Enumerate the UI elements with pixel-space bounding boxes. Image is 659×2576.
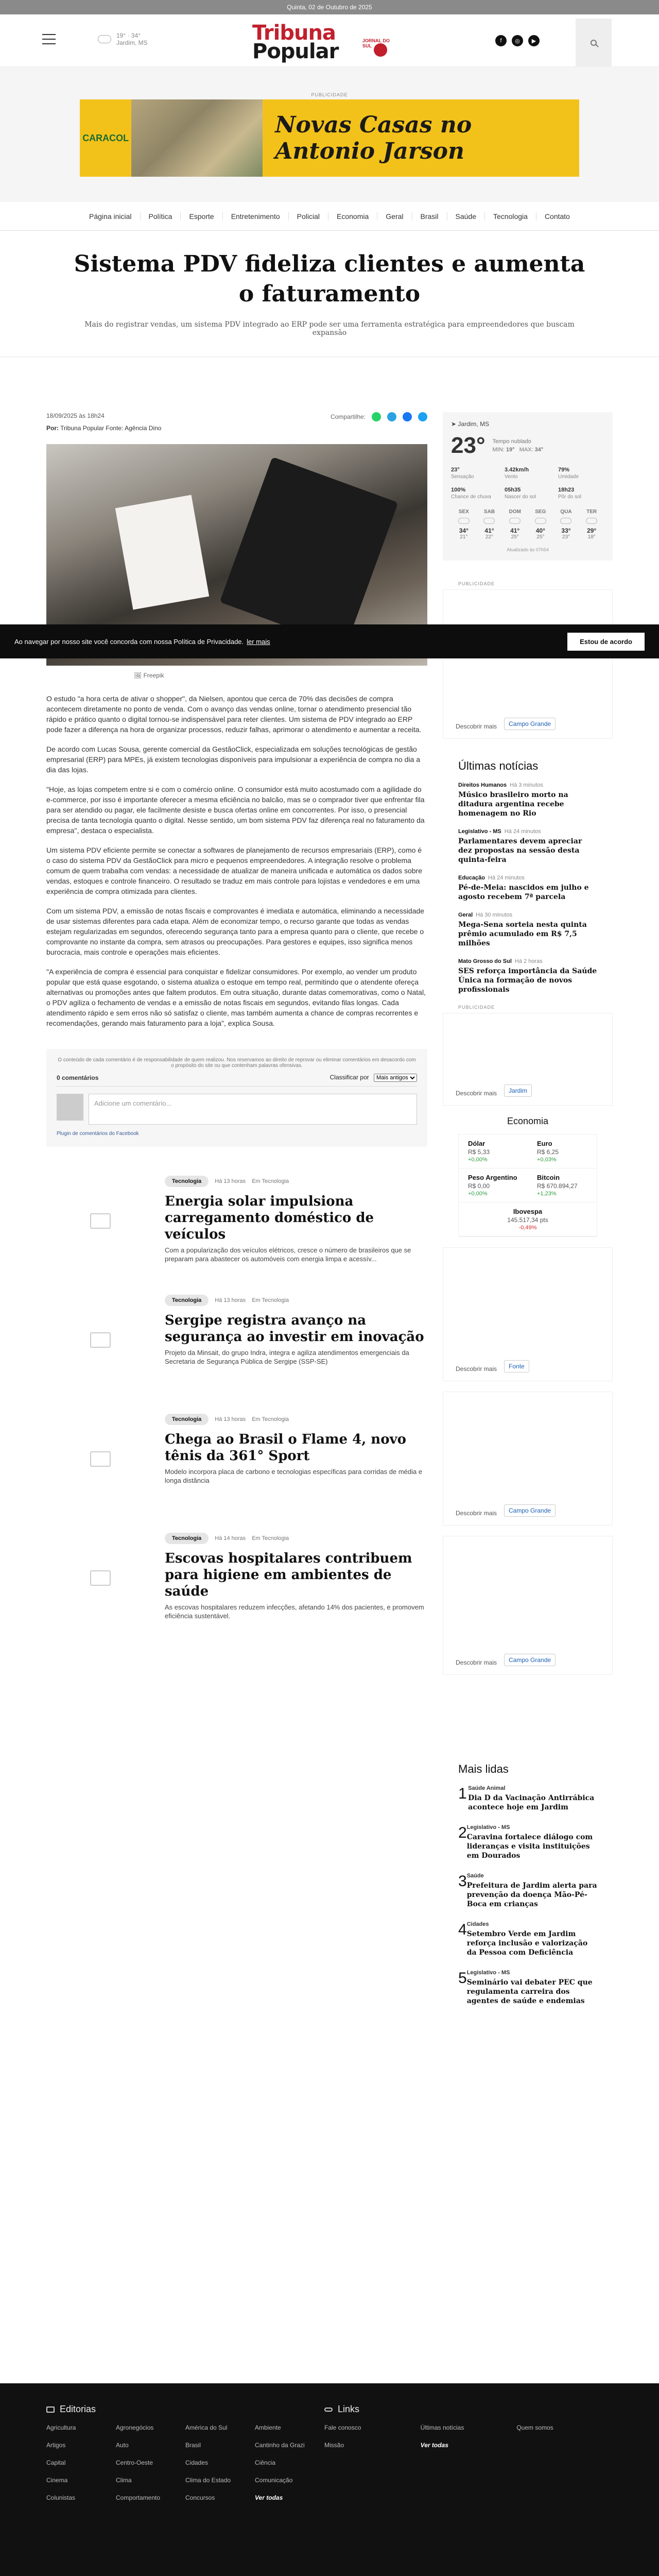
related-source: Em Tecnologia xyxy=(252,1178,289,1184)
related-title[interactable]: Energia solar impulsiona carregamento doméstico de veículos xyxy=(165,1194,374,1242)
image-placeholder-icon xyxy=(90,1213,111,1229)
image-icon: 🖼 xyxy=(134,672,142,679)
max-label: MAX: xyxy=(519,447,533,453)
most-read-headline[interactable]: Setembro Verde em Jardim reforça inclusão e valorização da Pessoa com Deficiência xyxy=(466,1930,588,1957)
footer-link[interactable]: Auto xyxy=(116,2442,129,2449)
most-read-item[interactable] xyxy=(458,1921,597,1957)
search-button[interactable] xyxy=(576,19,612,67)
weather-city-label: Jardim, MS xyxy=(458,420,490,428)
day-name: SAB xyxy=(483,509,495,515)
most-read-item[interactable] xyxy=(458,1824,597,1860)
related-time: Há 13 horas xyxy=(215,1297,246,1303)
nav-item-contato[interactable]: Contato xyxy=(544,212,570,221)
related-item[interactable] xyxy=(46,1533,427,1623)
related-thumbnail[interactable] xyxy=(46,1295,154,1385)
receipt-shape xyxy=(115,495,209,609)
footer-links xyxy=(324,2404,613,2501)
economy-title: Economia xyxy=(507,1116,549,1126)
day-name: SEG xyxy=(535,509,546,515)
ad-brand: CARACOL xyxy=(80,99,131,177)
comments-count: 0 comentários xyxy=(57,1074,99,1081)
youtube-icon[interactable]: ▶ xyxy=(528,35,540,46)
day-max: 34° xyxy=(459,527,469,534)
latest-item[interactable] xyxy=(458,782,597,818)
related-tag[interactable]: Tecnologia xyxy=(165,1414,209,1425)
related-news xyxy=(46,1176,427,1623)
currency-name: Dólar xyxy=(468,1140,485,1147)
most-read-category: Legislativo - MS xyxy=(466,1824,510,1831)
ad-tag-button[interactable]: Fonte xyxy=(504,1360,529,1372)
day-max: 41° xyxy=(510,527,520,534)
currency-price: R$ 670.894,27 xyxy=(537,1182,578,1190)
currency-change: +0,03% xyxy=(537,1157,557,1163)
latest-item[interactable] xyxy=(458,912,597,948)
footer-link[interactable]: Capital xyxy=(46,2459,66,2466)
footer-link[interactable]: Ambiente xyxy=(255,2424,281,2431)
footer-link[interactable]: Agricultura xyxy=(46,2424,76,2431)
latest-title: Últimas notícias xyxy=(458,759,539,772)
image-placeholder-icon xyxy=(90,1570,111,1586)
rank-number: 1 xyxy=(458,1785,467,1802)
comments-notice: O conteúdo de cada comentário é de responsabilidade de quem realizou. Nos reservamos ao direito de reprovar ou eliminar comentários em desacordo com o propósito do site ou que contenham palavras ofensivas. xyxy=(58,1057,416,1069)
top-date-bar xyxy=(0,0,659,14)
min-label: MIN: xyxy=(492,447,505,453)
most-read xyxy=(443,1762,613,2006)
nav-item-politica[interactable]: Política xyxy=(141,212,181,221)
day-max: 41° xyxy=(484,527,494,534)
nav-item-geral[interactable]: Geral xyxy=(377,212,412,221)
facebook-share-icon[interactable] xyxy=(403,412,412,421)
related-tag[interactable]: Tecnologia xyxy=(165,1176,209,1187)
weather-temp: 23° xyxy=(451,433,485,458)
instagram-icon[interactable]: ◎ xyxy=(512,35,523,46)
related-tag[interactable]: Tecnologia xyxy=(165,1533,209,1544)
related-title[interactable]: Escovas hospitalares contribuem para higiene em ambientes de saúde xyxy=(165,1551,412,1599)
max-value: 34° xyxy=(534,447,544,453)
article-header xyxy=(0,231,659,337)
discover-more[interactable]: Descobrir mais xyxy=(456,1090,497,1097)
most-read-title: Mais lidas xyxy=(458,1762,509,1775)
footer-link[interactable]: Centro-Oeste xyxy=(116,2459,153,2466)
most-read-category: Legislativo - MS xyxy=(466,1970,510,1976)
latest-headline[interactable]: Parlamentares devem apreciar dez propostas na sessão desta quinta-feira xyxy=(458,837,582,864)
footer-link[interactable]: Comportamento xyxy=(116,2494,161,2501)
related-source: Em Tecnologia xyxy=(252,1535,289,1541)
related-item[interactable] xyxy=(46,1414,427,1504)
article-title: Sistema PDV fideliza clientes e aumenta o faturamento xyxy=(74,251,585,307)
cloud-icon xyxy=(509,518,521,524)
side-ad-label: PUBLICIDADE xyxy=(458,1005,495,1010)
footer-link[interactable]: Cinema xyxy=(46,2477,68,2484)
weather-updated: Atualizado às 07h54 xyxy=(507,547,549,552)
latest-headline[interactable]: SES reforça importância da Saúde Única na formação de novos profissionais xyxy=(458,967,597,994)
currency-change: +1,23% xyxy=(537,1191,557,1197)
related-thumbnail[interactable] xyxy=(46,1176,154,1266)
caption-text: Freepik xyxy=(143,672,164,679)
day-name: TER xyxy=(586,509,597,515)
related-desc: As escovas hospitalares reduzem infecções, afetando 14% dos pacientes, e promovem eficiência sustentável. xyxy=(165,1603,424,1620)
article-body xyxy=(46,693,427,1028)
stat-value: 100% xyxy=(451,487,466,493)
article-author[interactable]: Tribuna Popular xyxy=(60,425,105,432)
menu-icon[interactable] xyxy=(42,34,56,44)
cloud-icon xyxy=(98,35,111,43)
ad-tag-button[interactable]: Jardim xyxy=(504,1084,532,1097)
sort-label: Classificar por xyxy=(330,1074,369,1081)
twitter-icon[interactable] xyxy=(418,412,427,421)
rank-number: 5 xyxy=(458,1970,467,1987)
footer-link[interactable]: Missão xyxy=(324,2442,344,2449)
currency-euro xyxy=(528,1134,597,1168)
weather-forecast xyxy=(451,509,604,540)
related-title[interactable]: Chega ao Brasil o Flame 4, novo tênis da 361° Sport xyxy=(165,1432,406,1464)
related-time: Há 13 horas xyxy=(215,1178,246,1184)
footer-link[interactable]: Quem somos xyxy=(516,2424,553,2431)
related-tag[interactable]: Tecnologia xyxy=(165,1295,209,1306)
image-placeholder-icon xyxy=(90,1332,111,1348)
image-placeholder-icon xyxy=(90,1451,111,1467)
index-change: -0,49% xyxy=(518,1225,537,1231)
whatsapp-icon[interactable] xyxy=(372,412,381,421)
facebook-plugin-link[interactable]: Plugin de comentários do Facebook xyxy=(57,1131,139,1137)
stat-label: Chance de chuva xyxy=(451,494,491,500)
footer-link[interactable]: Comunicação xyxy=(255,2477,293,2484)
latest-time: Há 30 minutos xyxy=(476,912,513,918)
latest-category: Legislativo - MS xyxy=(458,828,501,835)
ad-tag-button[interactable]: Campo Grande xyxy=(504,718,556,730)
author-prefix: Por: xyxy=(46,425,59,432)
currency-peso xyxy=(459,1168,528,1202)
rank-number: 4 xyxy=(458,1921,467,1938)
logo-badge xyxy=(374,43,387,57)
most-read-category: Saúde Animal xyxy=(468,1785,506,1791)
ad-headline: Novas Casas no Antonio Jarson xyxy=(275,112,472,164)
cloud-icon xyxy=(586,518,597,524)
paragraph: "A experiência de compra é essencial para conquistar e fidelizar consumidores. Por exemplo, ao vender um produto popular que está quase esgotando, o sistema atualiza o estoque em tempo real, permitindo que o atendente ofereça alternativas ou promoções antes que faltem produtos. Em outra situação, durante datas comemorativas, como o Natal, o PDV agiliza o fechamento de vendas e a emissão de notas fiscais em segundos, evitando filas longas. Cada atendimento rápido e sem erros não só satisfaz o cliente, mas também aumenta a chance de compras recorrentes e recomendações, gerando mais faturamento para a loja", explica Sousa. xyxy=(46,968,426,1027)
footer-link[interactable]: Agronegócios xyxy=(116,2424,154,2431)
latest-item[interactable] xyxy=(458,958,597,994)
stat-label: Umidade xyxy=(558,474,579,480)
stat-value: 18h23 xyxy=(558,487,575,493)
ad-tag-button[interactable]: Campo Grande xyxy=(504,1654,556,1666)
latest-time: Há 24 minutos xyxy=(488,875,525,881)
article-author-line xyxy=(46,425,427,432)
current-date: Quinta, 02 de Outubro de 2025 xyxy=(287,4,372,11)
logo-tagline: JORNAL DO SUL xyxy=(362,38,390,48)
location-icon: ➤ xyxy=(451,420,457,428)
side-ad-label: PUBLICIDADE xyxy=(458,581,495,586)
facebook-icon[interactable]: f xyxy=(495,35,507,46)
site-footer xyxy=(0,2383,659,2576)
most-read-headline[interactable]: Seminário vai debater PEC que regulamenta carreira dos agentes de saúde e endemias xyxy=(466,1978,593,2005)
social-links xyxy=(495,35,540,46)
footer-link[interactable]: Colunistas xyxy=(46,2494,76,2501)
related-desc: Com a popularização dos veículos elétricos, cresce o número de brasileiros que se preparam para abastecer os automóveis com energia limpa e acessív... xyxy=(165,1246,411,1263)
most-read-item[interactable] xyxy=(458,1873,597,1909)
latest-headline[interactable]: Músico brasileiro morto na ditadura argentina recebe homenagem no Rio xyxy=(458,791,568,818)
economy-widget xyxy=(443,1116,613,1237)
paragraph: De acordo com Lucas Sousa, gerente comercial da GestãoClick, especializada em soluções tecnológicas de gestão empresarial (ERP) para MPEs, já existem tecnologias disponíveis para impulsionar a experiência de compra no dia a dia das lojas. xyxy=(46,745,421,774)
related-item[interactable] xyxy=(46,1176,427,1266)
most-read-category: Cidades xyxy=(466,1921,489,1927)
latest-category: Geral xyxy=(458,912,473,918)
paragraph: O estudo "a hora certa de ativar o shopper", da Nielsen, apontou que cerca de 70% das decisões de compra acontecem diretamente no ponto de venda. Com o avanço das vendas online, tornar o atendimento presencial tão rápido e prático quanto o digital tornou-se indispensável para reter clientes. Um sistema de PDV integrado ao ERP pode fazer a diferença na hora de organizar processos, reduzir falhas, aprimorar o atendimento e aumentar a receita. xyxy=(46,694,422,734)
day-min: 23° xyxy=(562,534,570,540)
main-nav xyxy=(0,202,659,231)
cookie-banner xyxy=(0,624,659,658)
most-read-headline[interactable]: Prefeitura de Jardim alerta para prevenção da doença Mão-Pé-Boca em crianças xyxy=(466,1882,597,1908)
nav-item-home[interactable]: Página inicial xyxy=(81,212,141,221)
logo-line-2: Popular xyxy=(252,40,339,63)
weather-stats xyxy=(451,467,604,500)
footer-link[interactable]: Ciência xyxy=(255,2459,276,2466)
sort-select[interactable] xyxy=(374,1074,417,1082)
site-logo[interactable] xyxy=(252,21,407,63)
side-ad-5[interactable] xyxy=(443,1536,613,1675)
currency-price: R$ 5,33 xyxy=(468,1148,490,1156)
related-thumbnail[interactable] xyxy=(46,1533,154,1623)
pos-terminal-shape xyxy=(220,457,398,648)
currency-price: R$ 6,25 xyxy=(537,1148,559,1156)
comments-section xyxy=(46,1049,427,1147)
search-icon xyxy=(591,40,597,46)
most-read-headline[interactable]: Caravina fortalece diálogo com lideranças e visita instituições em Dourados xyxy=(466,1833,593,1860)
currency-name: Peso Argentino xyxy=(468,1174,517,1181)
day-max: 29° xyxy=(587,527,597,534)
nav-item-entretenimento[interactable]: Entretenimento xyxy=(223,212,289,221)
weather-condition: Tempo nublado xyxy=(492,438,531,445)
comments-sort xyxy=(330,1074,417,1082)
stat-label: Pôr do sol xyxy=(558,494,582,500)
article-source: Fonte: Agência Dino xyxy=(106,425,162,432)
discover-more[interactable]: Descobrir mais xyxy=(456,1365,497,1372)
latest-time: Há 24 minutos xyxy=(504,828,541,835)
index-ibovespa xyxy=(459,1202,597,1236)
side-ad-3[interactable] xyxy=(443,1247,613,1381)
discover-more[interactable]: Descobrir mais xyxy=(456,723,497,730)
latest-category: Educação xyxy=(458,875,485,881)
nav-item-economia[interactable]: Economia xyxy=(328,212,377,221)
footer-link[interactable]: Clima do Estado xyxy=(185,2477,231,2484)
related-source: Em Tecnologia xyxy=(252,1297,289,1303)
footer-links-title: Links xyxy=(338,2404,360,2414)
rank-number: 3 xyxy=(458,1873,467,1890)
latest-headline[interactable]: Mega-Sena sorteia nesta quinta prêmio acumulado em R$ 7,5 milhões xyxy=(458,921,587,947)
image-caption xyxy=(46,666,427,679)
currency-name: Bitcoin xyxy=(537,1174,560,1181)
side-ad-1[interactable] xyxy=(443,589,613,739)
footer-link[interactable]: Concursos xyxy=(185,2494,215,2501)
related-time: Há 14 horas xyxy=(215,1535,246,1541)
nav-item-brasil[interactable]: Brasil xyxy=(412,212,447,221)
rank-number: 2 xyxy=(458,1824,467,1841)
latest-category: Mato Grosso do Sul xyxy=(458,958,512,964)
footer-link[interactable]: América do Sul xyxy=(185,2424,228,2431)
stat-value: 05h35 xyxy=(505,487,521,493)
stat-value: 79% xyxy=(558,467,570,473)
article-date: 18/09/2025 às 18h24 xyxy=(46,412,105,419)
cookie-read-more-link[interactable]: ler mais xyxy=(247,637,270,646)
share-bar xyxy=(331,412,427,421)
currency-change: +0,00% xyxy=(468,1191,488,1197)
discover-more[interactable]: Descobrir mais xyxy=(456,1659,497,1666)
day-max: 40° xyxy=(535,527,545,534)
related-desc: Modelo incorpora placa de carbono e tecnologias específicas para corridas de média e longa distância xyxy=(165,1468,423,1484)
footer-editorials-title: Editorias xyxy=(60,2404,96,2414)
footer-see-all-editorials[interactable]: Ver todas xyxy=(255,2494,283,2501)
site-header xyxy=(0,14,659,67)
most-read-item[interactable] xyxy=(458,1785,597,1812)
footer-link[interactable]: Clima xyxy=(116,2477,132,2484)
related-desc: Projeto da Minsait, do grupo Indra, integra e agiliza atendimentos emergenciais da Secretaria de Segurança Pública de Sergipe (SSP-SE) xyxy=(165,1349,409,1365)
side-ad-4[interactable] xyxy=(443,1392,613,1526)
header-weather-temps: 19° · 34° xyxy=(116,32,141,39)
stat-label: Vento xyxy=(505,474,518,480)
day-max: 33° xyxy=(561,527,571,534)
discover-more[interactable]: Descobrir mais xyxy=(456,1510,497,1517)
article-main xyxy=(46,412,427,1652)
footer-link[interactable]: Fale conosco xyxy=(324,2424,361,2431)
ad-label: PUBLICIDADE xyxy=(311,92,348,97)
currency-bitcoin xyxy=(528,1168,597,1202)
newspaper-icon xyxy=(46,2406,55,2413)
side-ad-2[interactable] xyxy=(443,1013,613,1106)
logo-line-1: Tribuna xyxy=(252,21,336,45)
cloud-icon xyxy=(560,518,571,524)
currency-change: +0,00% xyxy=(468,1157,488,1163)
cloud-icon xyxy=(458,518,470,524)
footer-link[interactable]: Brasil xyxy=(185,2442,201,2449)
related-title[interactable]: Sergipe registra avanço na segurança ao investir em inovação xyxy=(165,1313,424,1345)
day-name: QUA xyxy=(560,509,572,515)
min-value: 19° xyxy=(506,447,515,453)
nav-item-esporte[interactable]: Esporte xyxy=(181,212,222,221)
footer-see-all-links[interactable]: Ver todas xyxy=(420,2442,448,2449)
stat-label: Sensação xyxy=(451,474,474,480)
latest-item[interactable] xyxy=(458,828,597,865)
ad-banner[interactable] xyxy=(80,99,579,177)
currency-name: Euro xyxy=(537,1140,552,1147)
stat-label: Nascer do sol xyxy=(505,494,536,500)
ad-photo xyxy=(131,99,263,177)
latest-time: Há 2 horas xyxy=(514,958,543,964)
currency-price: R$ 0,00 xyxy=(468,1182,490,1190)
latest-category: Direitos Humanos xyxy=(458,782,507,788)
stat-value: 23° xyxy=(451,467,460,473)
latest-news xyxy=(443,759,613,994)
paragraph: Um sistema PDV eficiente permite se conectar a softwares de planejamento de recursos empresariais (ERP), como é o caso do sistema PDV da GestãoClick para micro e pequenos empreendedores. A integração resolve o problema comum de quem trabalha com vendas: a necessidade de atualizar de maneira unificada e automática os dados sobre vendas, estoques e controle financeiro. O resultado se traduz em mais controle para lojistas e vendedores e em uma experiência de compra otimizada para clientes. xyxy=(46,846,422,895)
header-weather[interactable] xyxy=(98,32,148,46)
index-name: Ibovespa xyxy=(513,1208,543,1215)
article-subtitle: Mais do registrar vendas, um sistema PDV integrado ao ERP pode ser uma ferramenta estratégica para empreendedores que buscam expansão xyxy=(84,320,575,337)
cloud-icon xyxy=(535,518,546,524)
header-weather-city: Jardim, MS xyxy=(116,39,148,46)
day-min: 18° xyxy=(587,534,596,540)
related-item[interactable] xyxy=(46,1295,427,1385)
footer-link[interactable]: Cantinho da Grazi xyxy=(255,2442,305,2449)
related-time: Há 13 horas xyxy=(215,1416,246,1422)
paragraph: "Hoje, as lojas competem entre si e com o comércio online. O consumidor está muito acostumado com a agilidade do e-commerce, por isso é importante oferecer a mesma eficiência no balcão, mas se o comprador tiver que enfrentar fila para ser atendido ou pagar, ele facilmente desiste e busca ofertas online em concorrentes. Por isso, o presencial precisa de tanta tecnologia quanto o digital. Nesse sentido, um bom sistema PDV faz diferença real no faturamento da empresa", destaca o especialista. xyxy=(46,785,425,835)
top-ad-area xyxy=(0,67,659,202)
cookie-accept-button[interactable]: Estou de acordo xyxy=(567,633,645,651)
weather-widget xyxy=(443,412,613,561)
footer-link[interactable]: Artigos xyxy=(46,2442,66,2449)
nav-item-policial[interactable]: Policial xyxy=(289,212,328,221)
day-min: 21° xyxy=(460,534,468,540)
footer-editorials xyxy=(46,2404,324,2501)
latest-headline[interactable]: Pé-de-Meia: nascidos em julho e agosto recebem 7ª parcela xyxy=(458,884,589,901)
index-value: 145.517,34 pts xyxy=(507,1216,548,1224)
comment-input[interactable]: Adicione um comentário... xyxy=(89,1094,417,1125)
most-read-item[interactable] xyxy=(458,1970,597,2006)
ad-tag-button[interactable]: Campo Grande xyxy=(504,1504,556,1517)
paragraph: Com um sistema PDV, a emissão de notas fiscais e comprovantes é imediata e automática, eliminando a necessidade de usar sistemas diferentes para cada etapa. Além de economizar tempo, o recurso garante que todas as vendas estejam regularizadas em segundos, oferecendo segurança tanto para a empresa quanto para o cliente, que recebe o comprovante no instante da compra, sem atrasos ou preocupações. Para gestores e equipes, isso significa menos burocracia, mais controle e operações mais eficientes. xyxy=(46,907,425,956)
latest-item[interactable] xyxy=(458,875,597,902)
comments-header xyxy=(57,1074,417,1087)
footer-link[interactable]: Cidades xyxy=(185,2459,209,2466)
weather-minmax xyxy=(493,447,544,453)
telegram-icon[interactable] xyxy=(387,412,396,421)
currency-dolar xyxy=(459,1134,528,1168)
day-min: 25° xyxy=(536,534,545,540)
article-meta xyxy=(46,412,427,432)
most-read-category: Saúde xyxy=(466,1873,484,1879)
footer-link[interactable]: Últimas notícias xyxy=(420,2424,464,2431)
nav-item-saude[interactable]: Saúde xyxy=(447,212,485,221)
cloud-icon xyxy=(483,518,495,524)
related-source: Em Tecnologia xyxy=(252,1416,289,1422)
cookie-text: Ao navegar por nosso site você concorda com nossa Política de Privacidade. xyxy=(14,637,244,646)
day-name: SEX xyxy=(458,509,469,515)
day-min: 22° xyxy=(485,534,494,540)
link-icon xyxy=(324,2408,333,2412)
day-min: 25° xyxy=(511,534,519,540)
related-thumbnail[interactable] xyxy=(46,1414,154,1504)
stat-value: 3.42km/h xyxy=(505,467,529,473)
weather-city xyxy=(451,420,604,428)
nav-item-tecnologia[interactable]: Tecnologia xyxy=(485,212,536,221)
latest-time: Há 3 minutos xyxy=(510,782,543,788)
most-read-headline[interactable]: Dia D da Vacinação Antirrábica acontece hoje em Jardim xyxy=(468,1794,595,1811)
avatar xyxy=(57,1094,83,1121)
share-label: Compartilhe: xyxy=(330,413,366,420)
day-name: DOM xyxy=(509,509,521,515)
new-comment-box xyxy=(57,1094,417,1125)
